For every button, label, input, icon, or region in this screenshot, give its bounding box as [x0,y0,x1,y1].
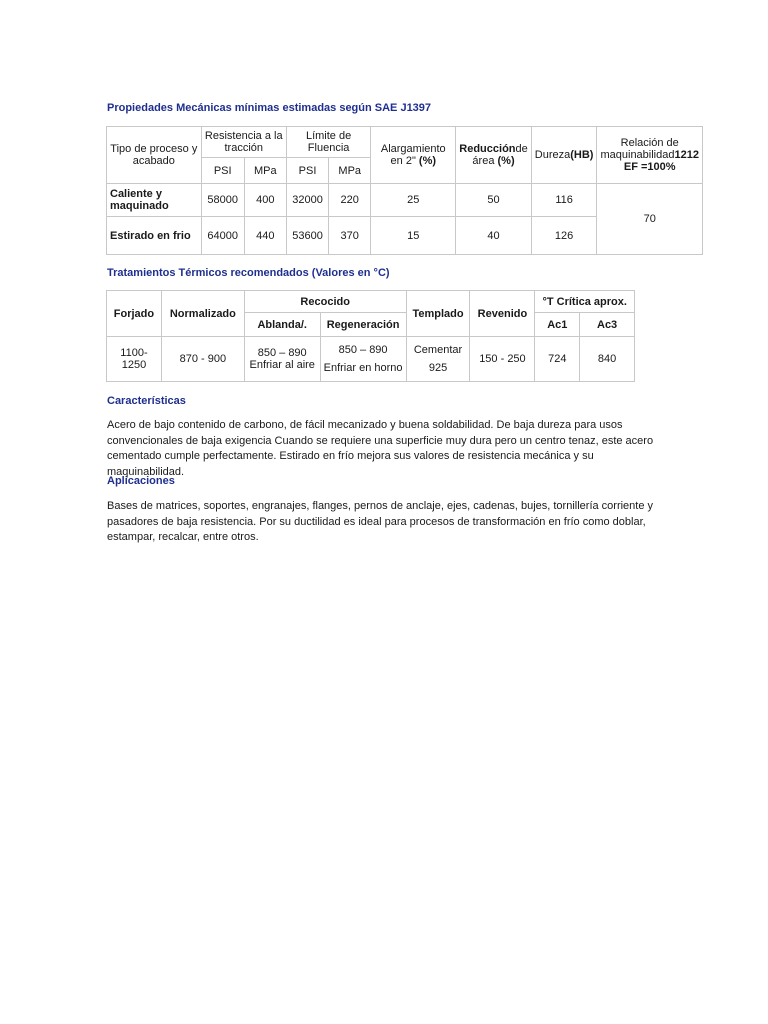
cell-ablanda: 850 – 890 Enfriar al aire [244,337,320,382]
cell-lim-psi: 53600 [286,217,328,255]
header-ac3: Ac3 [580,313,635,337]
cell-regeneracion: 850 – 890 Enfriar en horno [320,337,406,382]
cell-templado: Cementar 925 [406,337,470,382]
section-title-aplicaciones: Aplicaciones [107,475,175,487]
cell-ac1: 724 [535,337,580,382]
header-alargamiento: Alargamiento en 2" (%) [371,127,456,184]
header-dureza: Dureza(HB) [531,127,597,184]
cell-lim-psi: 32000 [286,184,328,217]
cell-lim-mpa: 220 [329,184,371,217]
cell-reduccion: 40 [456,217,531,255]
cell-forjado: 1100-1250 [107,337,162,382]
header-tcritica: °T Crítica aprox. [535,291,635,313]
header-recocido: Recocido [244,291,406,313]
cell-lim-mpa: 370 [329,217,371,255]
cell-res-mpa: 400 [244,184,286,217]
section-title-propiedades: Propiedades Mecánicas mínimas estimadas según SAE J1397 [107,102,432,114]
header-limite: Límite de Fluencia [286,127,370,158]
header-resistencia: Resistencia a la tracción [201,127,286,158]
header-normalizado: Normalizado [161,291,244,337]
header-relacion: Relación de maquinabilidad1212 EF =100% [597,127,703,184]
subheader-psi: PSI [286,158,328,184]
header-revenido: Revenido [470,291,535,337]
row-label: Caliente y maquinado [107,184,202,217]
mechanical-properties-table [106,126,703,255]
row-label: Estirado en frio [107,217,202,255]
header-regeneracion: Regeneración [320,313,406,337]
header-forjado: Forjado [107,291,162,337]
cell-res-psi: 64000 [201,217,244,255]
cell-dureza: 126 [531,217,597,255]
section-title-caracteristicas: Características [107,395,186,407]
subheader-mpa: MPa [244,158,286,184]
heat-treatment-table [106,290,635,382]
cell-reduccion: 50 [456,184,531,217]
table-row [107,337,635,382]
header-ablanda: Ablanda/. [244,313,320,337]
cell-res-mpa: 440 [244,217,286,255]
header-ac1: Ac1 [535,313,580,337]
cell-res-psi: 58000 [201,184,244,217]
cell-maquinabilidad: 70 [597,184,703,255]
cell-ac3: 840 [580,337,635,382]
header-tipo: Tipo de proceso y acabado [107,127,202,184]
section-title-tratamientos: Tratamientos Térmicos recomendados (Valores en °C) [107,267,390,279]
aplicaciones-text: Bases de matrices, soportes, engranajes, flanges, pernos de anclaje, ejes, cadenas, bujes, tornillería corriente y pasadores de baja resistencia. Por su ductilidad es ideal para procesos de transformación en frío como doblar, estampar, recalcar, entre otros. [107,500,654,543]
subheader-mpa: MPa [329,158,371,184]
subheader-psi: PSI [201,158,244,184]
cell-revenido: 150 - 250 [470,337,535,382]
cell-dureza: 116 [531,184,597,217]
caracteristicas-text: Acero de bajo contenido de carbono, de fácil mecanizado y buena soldabilidad. De baja dureza para usos convencionales de baja exigencia Cuando se requiere una superficie muy dura pero un centro tenaz, este acero cementado cumple perfectamente. Estirado en frío mejora sus valores de resistencia mecánica y su maquinabilidad. [107,419,654,478]
cell-alargamiento: 15 [371,217,456,255]
header-templado: Templado [406,291,470,337]
cell-normalizado: 870 - 900 [161,337,244,382]
header-reduccion: Reducciónde área (%) [456,127,531,184]
cell-alargamiento: 25 [371,184,456,217]
table-row [107,184,703,217]
